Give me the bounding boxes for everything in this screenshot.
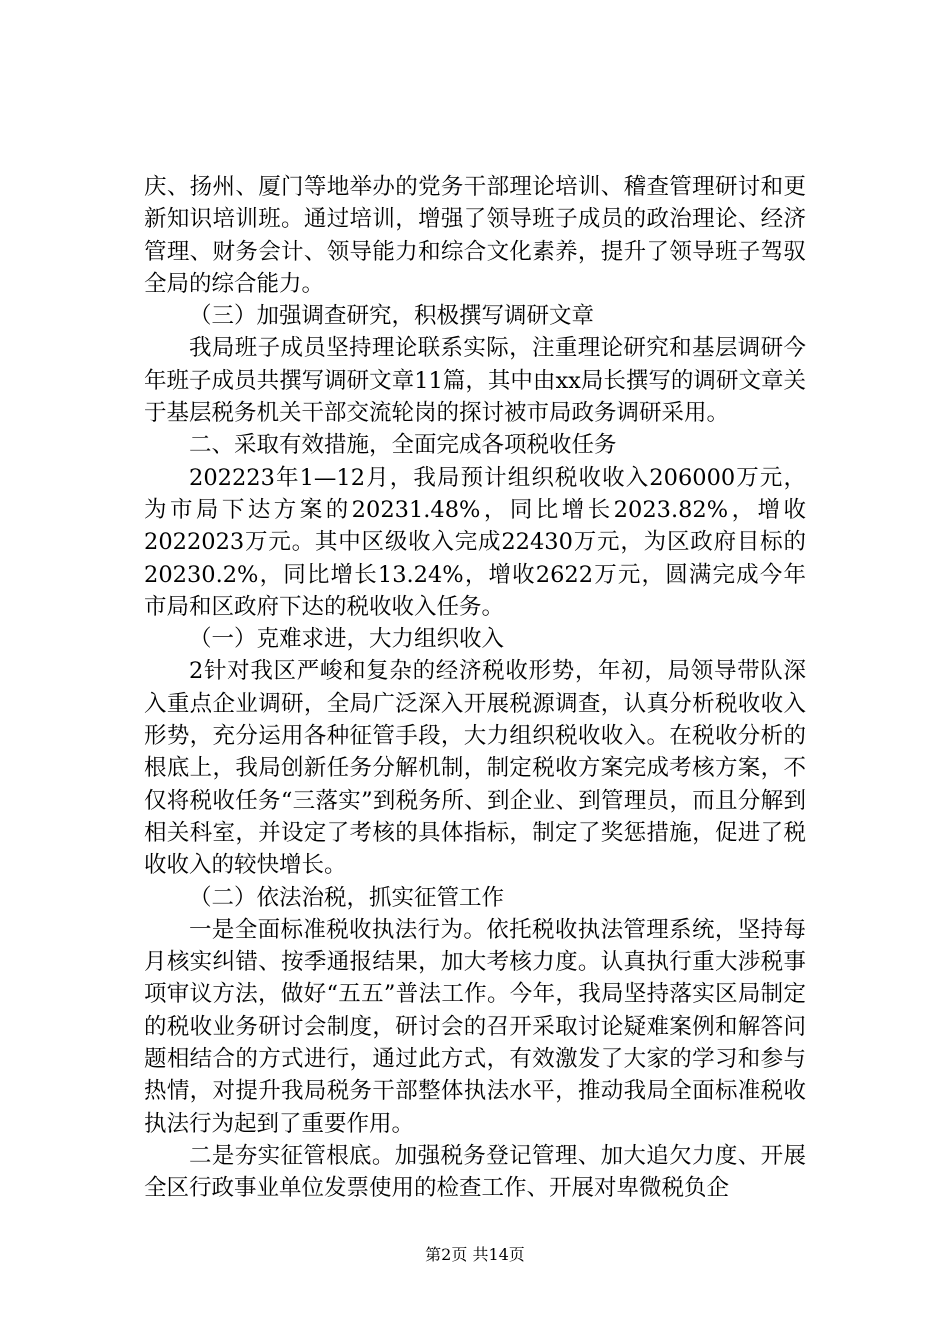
paragraph-research: 我局班子成员坚持理论联系实际，注重理论研究和基层调研今年班子成员共撰写调研文章11篇，其中由xx局长撰写的调研文章关于基层税务机关干部交流轮岗的探讨被市局政务调研采用。 <box>144 335 806 427</box>
page-footer <box>0 1245 950 1265</box>
paragraph-continuation: 庆、扬州、厦门等地举办的党务干部理论培训、稽查管理研讨和更新知识培训班。通过培训，增强了领导班子成员的政治理论、经济管理、财务会计、领导能力和综合文化素养，提升了领导班子驾驭全局的综合能力。 <box>144 174 806 297</box>
paragraph-collection-management: 二是夯实征管根底。加强税务登记管理、加大追欠力度、开展全区行政事业单位发票使用的检查工作、开展对卑微税负企 <box>144 1142 806 1202</box>
section-heading-2: 二、采取有效措施，全面完成各项税收任务 <box>189 432 617 459</box>
paragraph-tax-revenue: 202223年1—12月，我局预计组织税收收入206000万元，为市局下达方案的20231.48%，同比增长2023.82%，增收2022023万元。其中区级收入完成22430万元，为区政府目标的20230.2%，同比增长13.24%，增收2622万元，圆满完成今年市局和区政府下达的税收收入任务。 <box>144 464 806 620</box>
subsection-heading-2: （二）依法治税，抓实征管工作 <box>189 884 505 911</box>
subsection-heading-1: （一）克难求进，大力组织收入 <box>189 626 505 653</box>
page-number-label: 第2页 共14页 <box>425 1245 525 1264</box>
section-heading-3: （三）加强调查研究，积极撰写调研文章 <box>189 303 595 330</box>
paragraph-collect-revenue: 2针对我区严峻和复杂的经济税收形势，年初，局领导带队深入重点企业调研，全局广泛深入开展税源调查，认真分析税收收入形势，充分运用各种征管手段，大力组织税收收入。在税收分析的根底上，我局创新任务分解机制，制定税收方案完成考核方案，不仅将税收任务“三落实”到税务所、到企业、到管理员，而且分解到相关科室，并设定了考核的具体指标，制定了奖惩措施，促进了税收收入的较快增长。 <box>144 658 806 879</box>
document-body <box>144 171 806 1205</box>
paragraph-law-enforcement: 一是全面标准税收执法行为。依托税收执法管理系统，坚持每月核实纠错、按季通报结果，加大考核力度。认真执行重大涉税事项审议方法，做好“五五”普法工作。今年，我局坚持落实区局制定的税收业务研讨会制度，研讨会的召开采取讨论疑难案例和解答问题相结合的方式进行，通过此方式，有效激发了大家的学习和参与热情，对提升我局税务干部整体执法水平，推动我局全面标准税收执法行为起到了重要作用。 <box>144 916 806 1137</box>
